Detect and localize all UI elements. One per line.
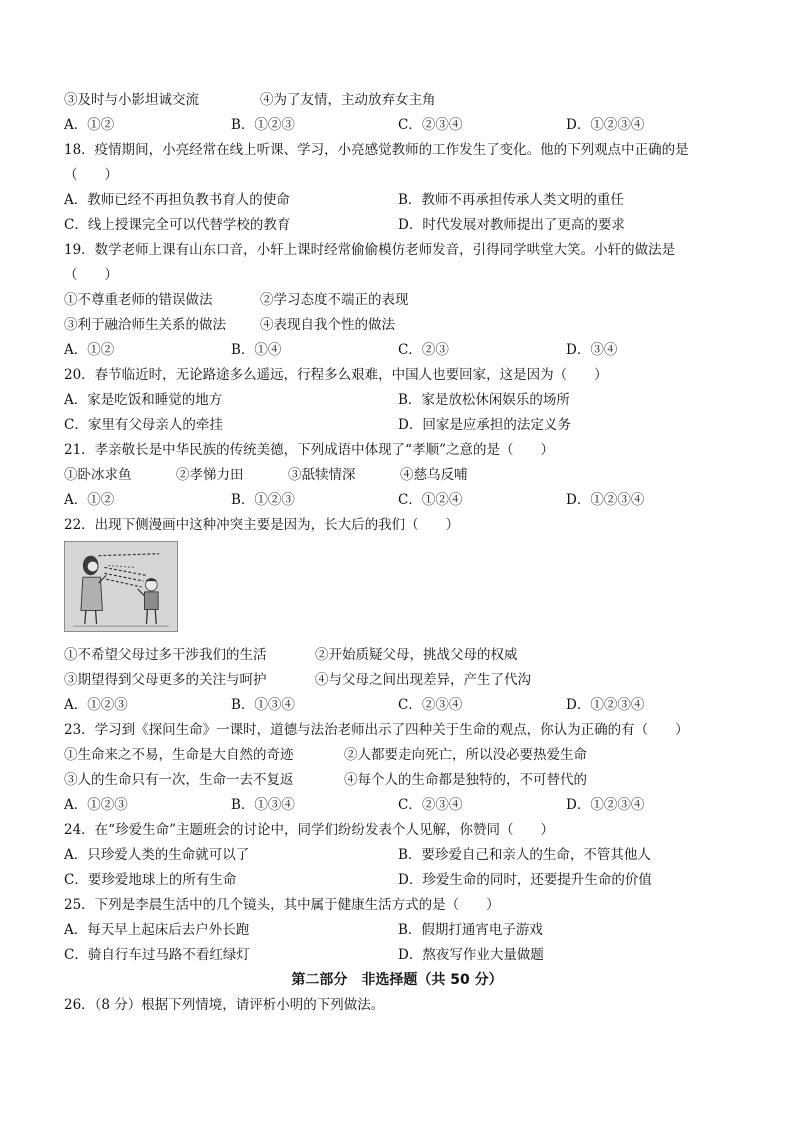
q24-choice-c: C．要珍爱地球上的所有生命 xyxy=(64,872,237,888)
q20-stem: 20．春节临近时，无论路途多么遥远，行程多么艰难，中国人也要回家，这是因为（ ） xyxy=(64,367,608,383)
q19-choice-d: D．③④ xyxy=(566,342,618,358)
q24-choice-b: B．要珍爱自己和亲人的生命，不管其他人 xyxy=(398,847,651,863)
q19-option-4: ④表现自我个性的做法 xyxy=(260,317,395,333)
q24-stem: 24．在“珍爱生命”主题班会的讨论中，同学们纷纷发表个人见解，你赞同（ ） xyxy=(64,822,554,838)
q22-option-4: ④与父母之间出现差异，产生了代沟 xyxy=(315,672,531,688)
q17-choice-b: B．①②③ xyxy=(231,117,295,133)
q19-option-1: ①不尊重老师的错误做法 xyxy=(64,292,213,308)
q22-choice-d: D．①②③④ xyxy=(566,697,645,713)
q23-option-1: ①生命来之不易，生命是大自然的奇迹 xyxy=(64,747,294,763)
q24-choice-a: A．只珍爱人类的生命就可以了 xyxy=(64,847,250,863)
q21-choice-b: B．①②③ xyxy=(231,492,295,508)
q22-cartoon-image xyxy=(64,541,178,632)
q21-stem: 21．孝亲敬长是中华民族的传统美德，下列成语中体现了“孝顺”之意的是（ ） xyxy=(64,442,554,458)
cartoon-parent-child-conflict xyxy=(65,542,177,631)
q18-stem: 18．疫情期间，小亮经常在线上听课、学习，小亮感觉教师的工作发生了变化。他的下列观点中正确的是 xyxy=(64,142,689,158)
q20-choice-d: D．回家是应承担的法定义务 xyxy=(398,417,571,433)
q22-choice-b: B．①③④ xyxy=(231,697,295,713)
q21-option-1: ①卧冰求鱼 xyxy=(64,467,132,483)
q18-choice-c: C．线上授课完全可以代替学校的教育 xyxy=(64,217,291,233)
q19-choice-c: C．②③ xyxy=(398,342,449,358)
q18-choice-d: D．时代发展对教师提出了更高的要求 xyxy=(398,217,625,233)
q17-choice-a: A．①② xyxy=(64,117,115,133)
q23-choice-a: A．①②③ xyxy=(64,797,128,813)
q18-stem-cont: （ ） xyxy=(64,167,118,183)
q18-choice-b: B．教师不再承担传承人类文明的重任 xyxy=(398,192,624,208)
q20-choice-a: A．家是吃饭和睡觉的地方 xyxy=(64,392,223,408)
q17-choice-d: D．①②③④ xyxy=(566,117,645,133)
q17-option-4: ④为了友情，主动放弃女主角 xyxy=(260,92,436,108)
q17-option-3: ③及时与小影坦诚交流 xyxy=(64,92,199,108)
q19-stem: 19．数学老师上课有山东口音，小轩上课时经常偷偷模仿老师发音，引得同学哄堂大笑。小轩的做法是 xyxy=(64,242,676,258)
q25-choice-b: B．假期打通宵电子游戏 xyxy=(398,922,543,938)
q25-choice-d: D．熬夜写作业大量做题 xyxy=(398,947,544,963)
q21-option-2: ②孝悌力田 xyxy=(176,467,244,483)
q25-choice-a: A．每天早上起床后去户外长跑 xyxy=(64,922,250,938)
q19-option-2: ②学习态度不端正的表现 xyxy=(260,292,409,308)
q22-stem: 22．出现下侧漫画中这种冲突主要是因为，长大后的我们（ ） xyxy=(64,517,460,533)
q25-choice-c: C．骑自行车过马路不看红绿灯 xyxy=(64,947,250,963)
q22-option-3: ③期望得到父母更多的关注与呵护 xyxy=(64,672,267,688)
section-2-heading: 第二部分 非选择题（共 50 分） xyxy=(291,972,503,988)
q20-choice-c: C．家里有父母亲人的牵挂 xyxy=(64,417,223,433)
q18-choice-a: A．教师已经不再担负教书育人的使命 xyxy=(64,192,290,208)
q22-option-1: ①不希望父母过多干涉我们的生活 xyxy=(64,647,267,663)
q24-choice-d: D．珍爱生命的同时，还要提升生命的价值 xyxy=(398,872,652,888)
q22-choice-a: A．①②③ xyxy=(64,697,128,713)
q23-option-2: ②人都要走向死亡，所以没必要热爱生命 xyxy=(344,747,587,763)
q21-option-4: ④慈乌反哺 xyxy=(400,467,468,483)
q25-stem: 25．下列是李晨生活中的几个镜头，其中属于健康生活方式的是（ ） xyxy=(64,897,500,913)
q21-choice-d: D．①②③④ xyxy=(566,492,645,508)
q19-choice-b: B．①④ xyxy=(231,342,282,358)
q22-option-2: ②开始质疑父母，挑战父母的权威 xyxy=(315,647,518,663)
q21-choice-a: A．①② xyxy=(64,492,115,508)
q23-choice-b: B．①③④ xyxy=(231,797,295,813)
q19-choice-a: A．①② xyxy=(64,342,115,358)
q21-choice-c: C．①②④ xyxy=(398,492,463,508)
q19-stem-cont: （ ） xyxy=(64,267,118,283)
q26-stem: 26．（8 分）根据下列情境，请评析小明的下列做法。 xyxy=(64,997,385,1013)
q17-choice-c: C．②③④ xyxy=(398,117,463,133)
q23-option-4: ④每个人的生命都是独特的，不可替代的 xyxy=(344,772,587,788)
q23-stem: 23．学习到《探问生命》一课时，道德与法治老师出示了四种关于生命的观点，你认为正确的有（ ） xyxy=(64,722,689,738)
q23-option-3: ③人的生命只有一次，生命一去不复返 xyxy=(64,772,294,788)
q23-choice-d: D．①②③④ xyxy=(566,797,645,813)
q19-option-3: ③利于融洽师生关系的做法 xyxy=(64,317,226,333)
q20-choice-b: B．家是放松休闲娱乐的场所 xyxy=(398,392,570,408)
q21-option-3: ③舐犊情深 xyxy=(288,467,356,483)
q22-choice-c: C．②③④ xyxy=(398,697,463,713)
q23-choice-c: C．②③④ xyxy=(398,797,463,813)
